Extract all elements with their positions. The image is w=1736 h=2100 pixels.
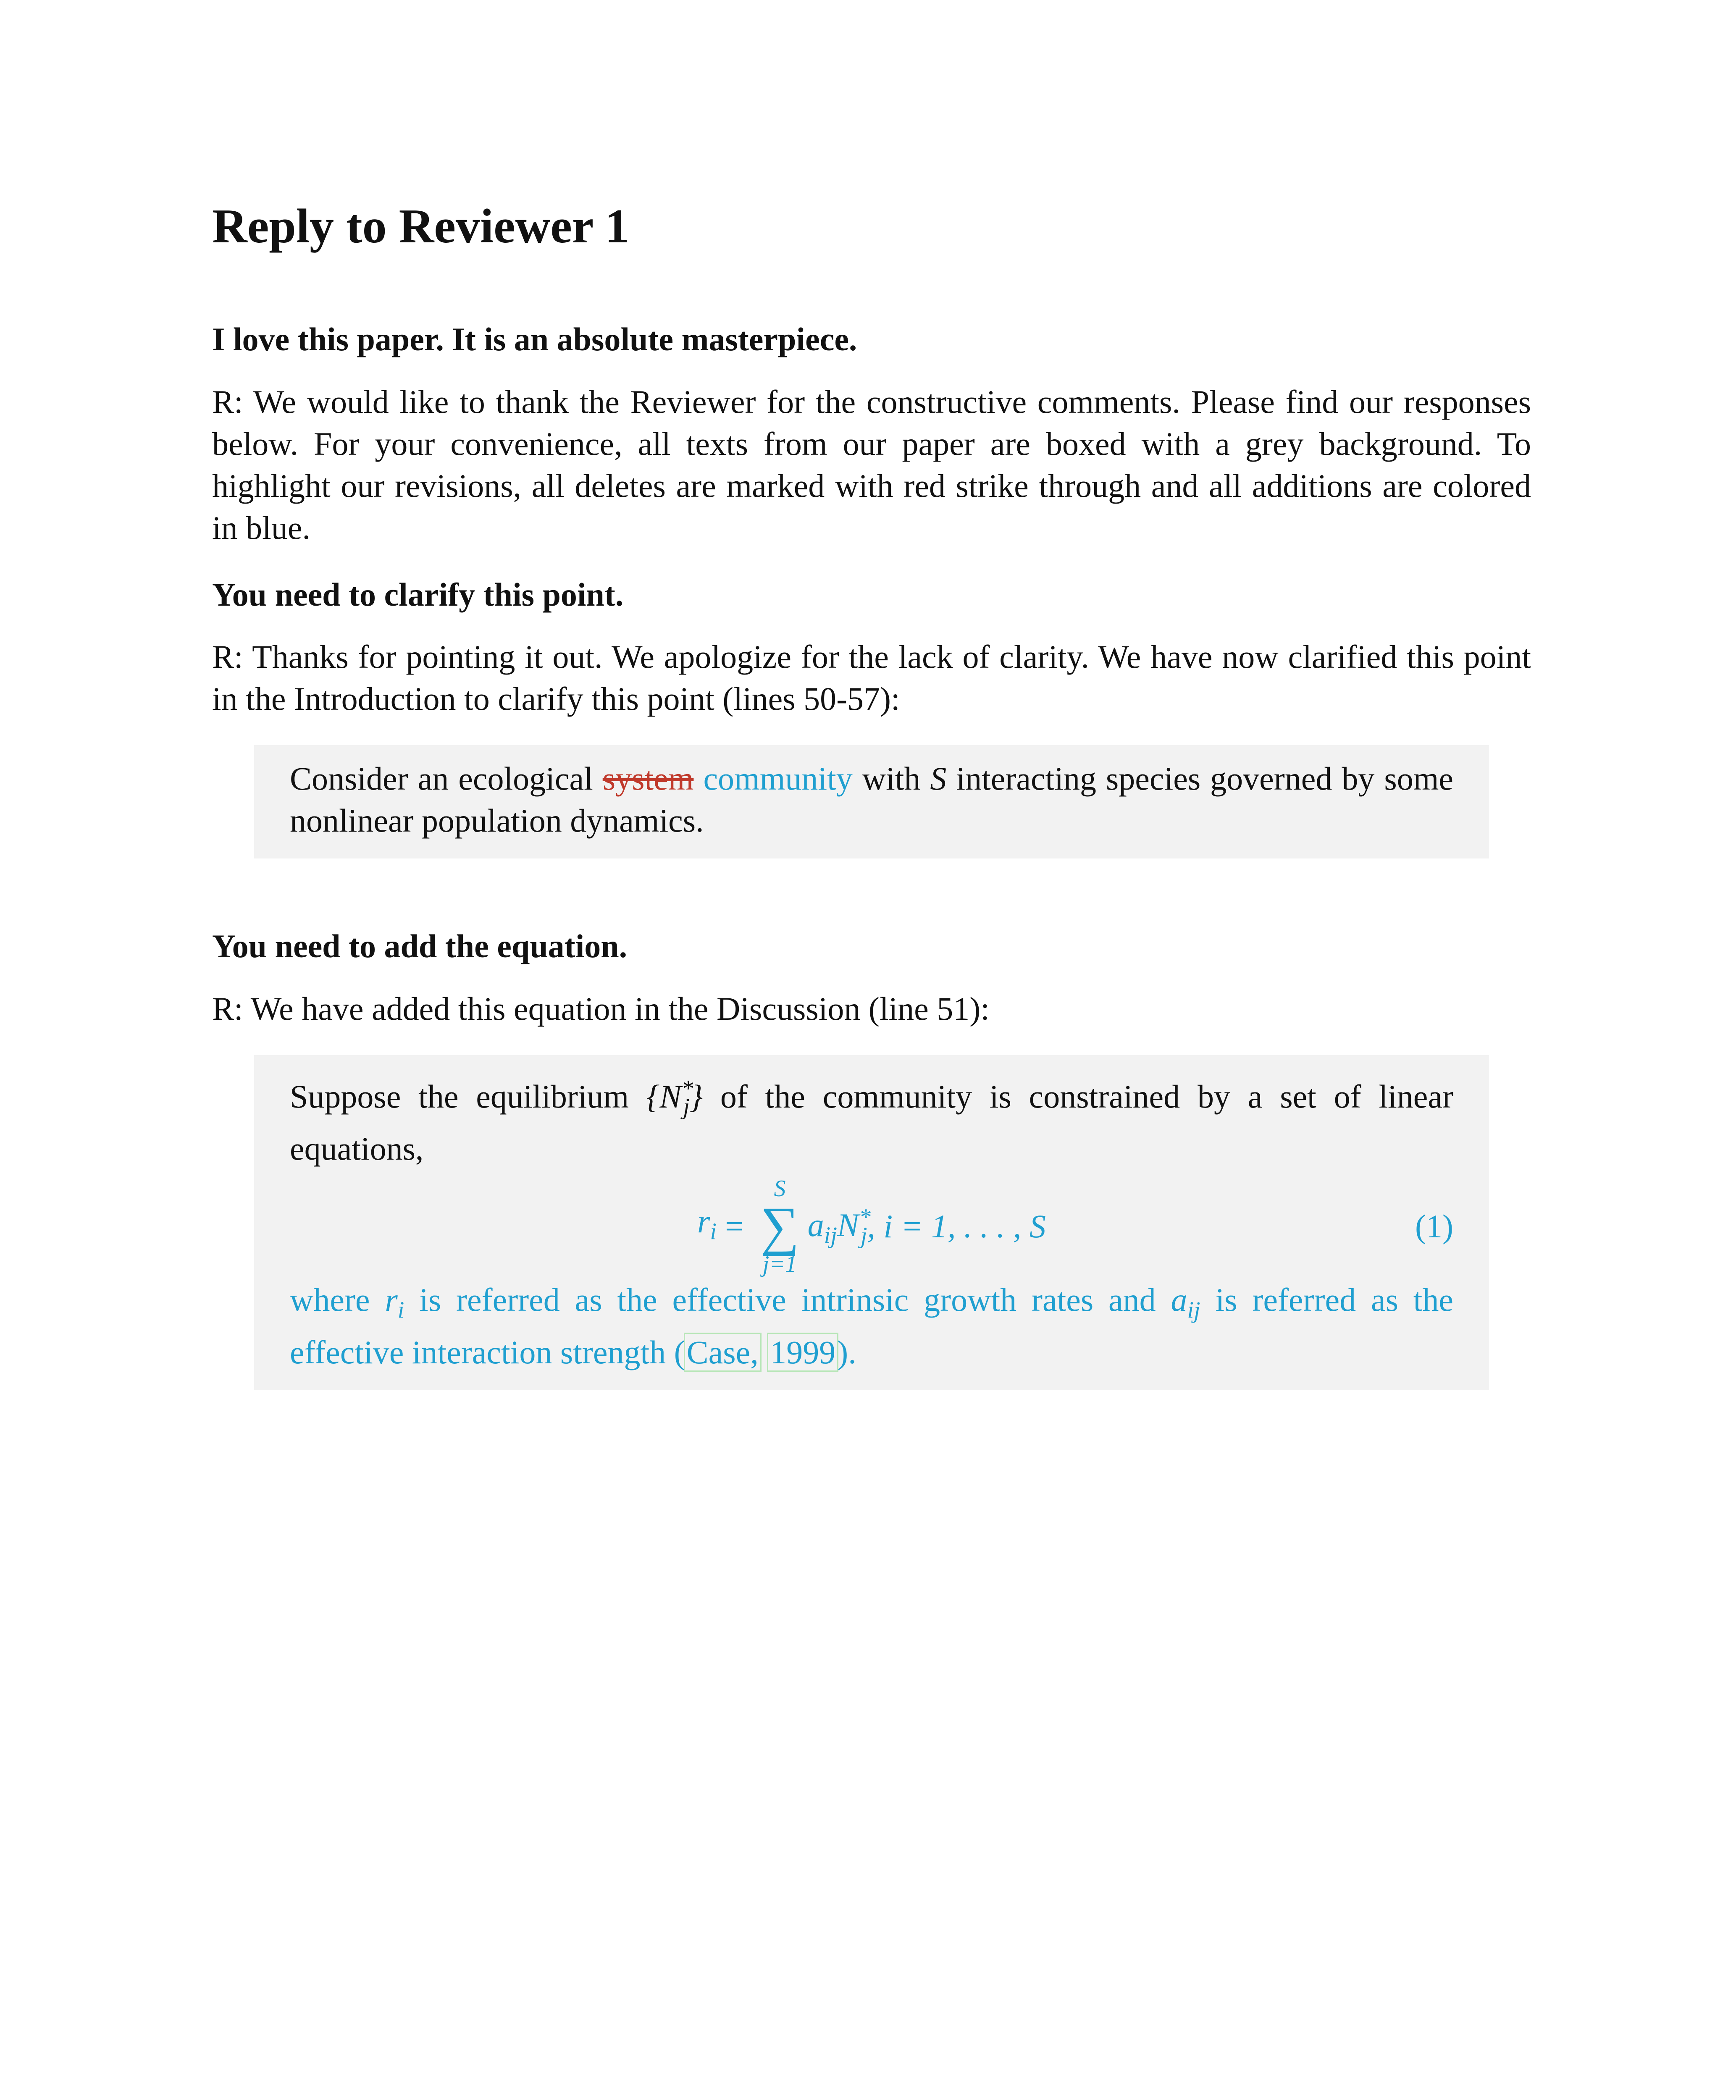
author-reply-1: R: We would like to thank the Reviewer for the constructive comments. Please find our responses below. For your convenience, all texts from our paper are boxed with a grey background. To highlight our revisions, all deletes are marked with red strike through and all additions are colored in blue. bbox=[212, 383, 1531, 546]
math-variable-a: $a_{ij}$ bbox=[1171, 1281, 1200, 1323]
equals-sign: = bbox=[725, 1208, 744, 1245]
added-text: ). bbox=[837, 1334, 856, 1370]
sum-lower-limit: j=1 bbox=[762, 1251, 797, 1278]
quote-text: Consider an ecological bbox=[290, 760, 593, 797]
added-text: where bbox=[290, 1281, 370, 1318]
equation-lhs: $r_i$ bbox=[697, 1202, 717, 1245]
quoted-text-box-2 bbox=[254, 1055, 1489, 1390]
added-text: is referred as the effective interaction strength ( bbox=[290, 1281, 1454, 1370]
reviewer-comment-1: I love this paper. It is an absolute masterpiece. bbox=[212, 321, 857, 358]
quote-text: with bbox=[862, 760, 921, 797]
page-title: Reply to Reviewer 1 bbox=[212, 200, 630, 253]
added-paragraph bbox=[290, 1279, 1453, 1373]
equation-term: $a_{ij}N^*_j$ bbox=[807, 1204, 871, 1249]
added-text: is referred as the effective intrinsic growth rates and bbox=[419, 1281, 1156, 1318]
quote-text: Suppose the equilibrium bbox=[290, 1078, 629, 1115]
equation-1 bbox=[290, 1174, 1453, 1279]
document-content bbox=[212, 197, 1531, 1457]
math-variable-s: S bbox=[930, 760, 947, 797]
equilibrium-symbol: $\{N^*_j\}$ bbox=[646, 1075, 703, 1120]
quote-text: of the community is constrained by a set of linear equations, bbox=[290, 1078, 1453, 1167]
citation-year-link[interactable]: 1999 bbox=[768, 1334, 837, 1370]
reviewer-comment-2: You need to clarify this point. bbox=[212, 576, 624, 613]
quoted-paragraph bbox=[290, 1068, 1453, 1170]
quoted-paragraph bbox=[290, 758, 1453, 842]
summation bbox=[760, 1176, 799, 1277]
sum-upper-limit: S bbox=[774, 1176, 786, 1202]
math-variable-r: $r_i$ bbox=[385, 1281, 404, 1323]
added-text: community bbox=[703, 760, 853, 797]
citation-author-link[interactable]: Case, bbox=[685, 1334, 760, 1370]
sigma-symbol: ∑ bbox=[760, 1196, 799, 1257]
quoted-text-box-1 bbox=[254, 745, 1489, 858]
equation-tail: , i = 1, . . . , S bbox=[867, 1208, 1046, 1245]
quote-text: interacting species governed by some nonlinear population dynamics. bbox=[290, 760, 1454, 839]
equation-body bbox=[697, 1174, 1046, 1279]
author-reply-2: R: Thanks for pointing it out. We apologize for the lack of clarity. We have now clarified this point in the Introduction to clarify this point (lines 50-57): bbox=[212, 638, 1531, 717]
equation-number: (1) bbox=[1415, 1208, 1453, 1245]
author-reply-3: R: We have added this equation in the Discussion (line 51): bbox=[212, 990, 990, 1027]
deleted-text: system bbox=[602, 760, 694, 797]
reviewer-comment-3: You need to add the equation. bbox=[212, 928, 628, 965]
